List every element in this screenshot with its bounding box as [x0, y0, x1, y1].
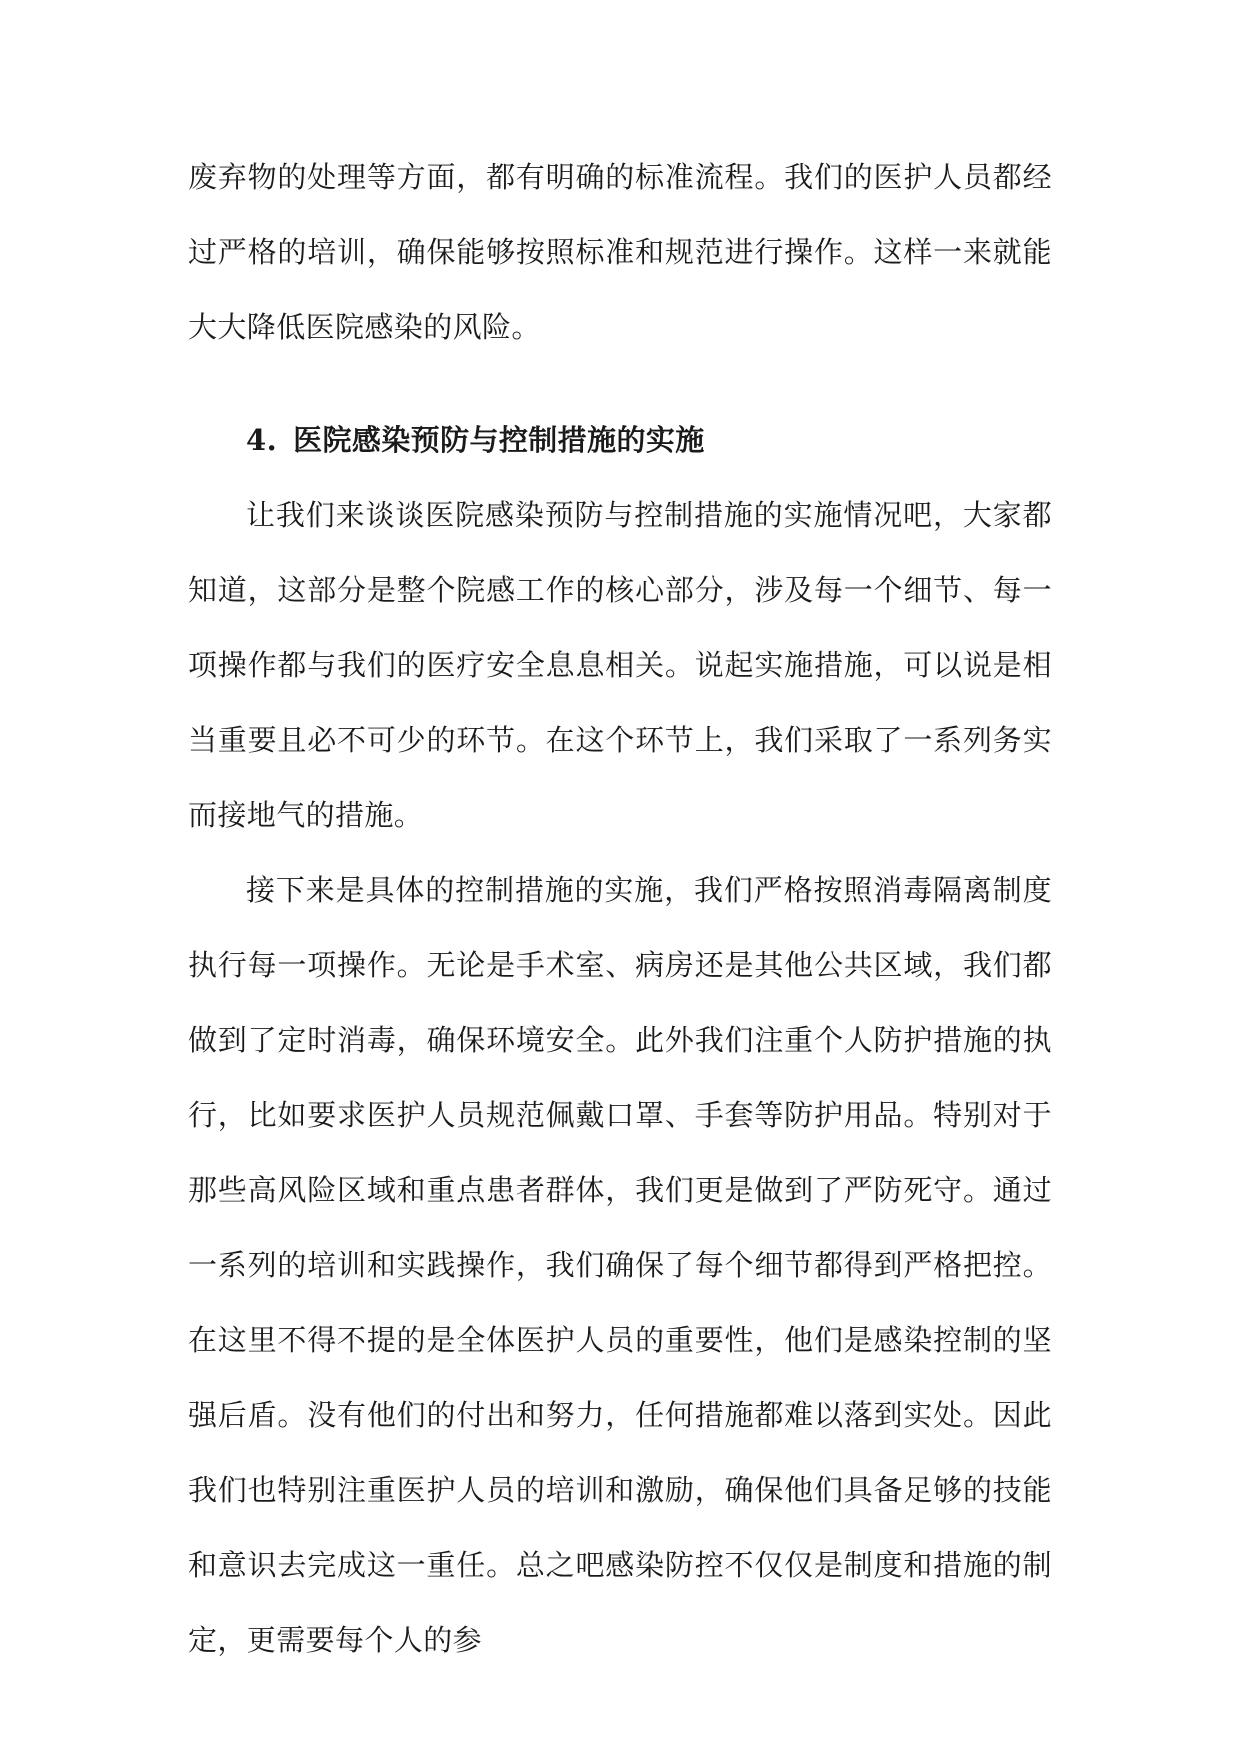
- document-body: [188, 140, 1052, 1678]
- paragraph-continued: 废弃物的处理等方面，都有明确的标准流程。我们的医护人员都经过严格的培训，确保能够按照标准和规范进行操作。这样一来就能大大降低医院感染的风险。: [188, 160, 1052, 344]
- section-title: 医院感染预防与控制措施的实施: [293, 423, 705, 457]
- paragraph: 接下来是具体的控制措施的实施，我们严格按照消毒隔离制度执行每一项操作。无论是手术室、病房还是其他公共区域，我们都做到了定时消毒，确保环境安全。此外我们注重个人防护措施的执行，比如要求医护人员规范佩戴口罩、手套等防护用品。特别对于那些高风险区域和重点患者群体，我们更是做到了严防死守。通过一系列的培训和实践操作，我们确保了每个细节都得到严格把控。在这里不得不提的是全体医护人员的重要性，他们是感染控制的坚强后盾。没有他们的付出和努力，任何措施都难以落到实处。因此我们也特别注重医护人员的培训和激励，确保他们具备足够的技能和意识去完成这一重任。总之吧感染防控不仅仅是制度和措施的制定，更需要每个人的参: [188, 873, 1052, 1657]
- section-number: 4.: [246, 423, 278, 457]
- section-heading: [188, 403, 1052, 478]
- paragraph: 让我们来谈谈医院感染预防与控制措施的实施情况吧，大家都知道，这部分是整个院感工作的核心部分，涉及每一个细节、每一项操作都与我们的医疗安全息息相关。说起实施措施，可以说是相当重要且必不可少的环节。在这个环节上，我们采取了一系列务实而接地气的措施。: [188, 498, 1052, 832]
